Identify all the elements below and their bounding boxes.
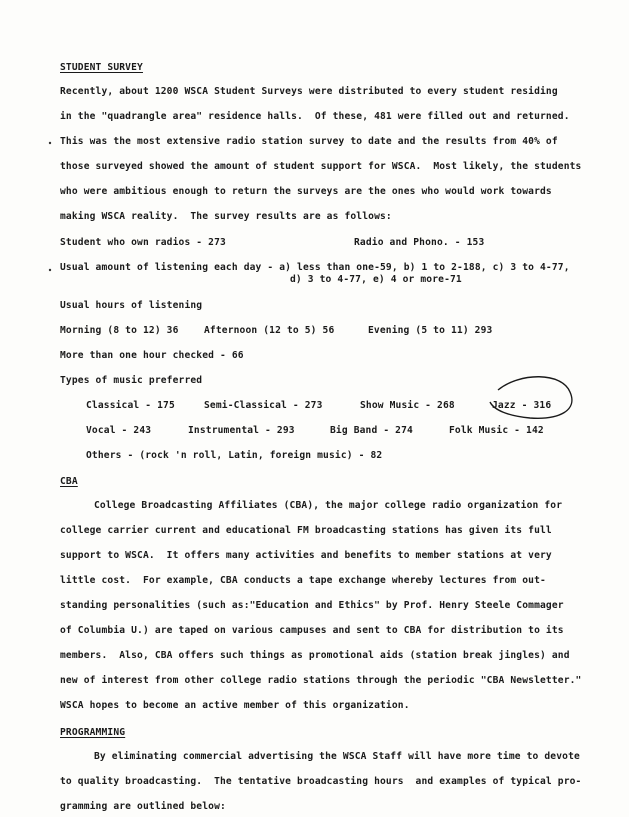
margin-speck <box>49 269 51 271</box>
survey-paragraph-line: who were ambitious enough to return the surveys are the ones who would work towards <box>60 186 552 197</box>
result-radios-owned: Student who own radios - 273 <box>60 237 226 248</box>
music-show: Show Music - 268 <box>360 400 455 411</box>
survey-paragraph-line: Recently, about 1200 WSCA Student Surveys were distributed to every student residing <box>60 86 558 97</box>
cba-paragraph-line: college carrier current and educational FM broadcasting stations has given its full <box>60 525 552 536</box>
music-jazz: Jazz - 316 <box>492 400 552 411</box>
cba-paragraph-line: little cost. For example, CBA conducts a tape exchange whereby lectures from out- <box>60 575 546 586</box>
result-evening: Evening (5 to 11) 293 <box>368 325 493 336</box>
music-instrumental: Instrumental - 293 <box>188 425 295 436</box>
result-radio-and-phono: Radio and Phono. - 153 <box>354 237 485 248</box>
result-listening-amount: Usual amount of listening each day - a) less than one-59, b) 1 to 2-188, c) 3 to 4-77, <box>60 262 570 273</box>
result-afternoon: Afternoon (12 to 5) 56 <box>204 325 335 336</box>
music-classical: Classical - 175 <box>86 400 175 411</box>
cba-paragraph-line: members. Also, CBA offers such things as promotional aids (station break jingles) and <box>60 650 570 661</box>
cba-paragraph-line: new of interest from other college radio stations through the periodic "CBA Newsletter." <box>60 675 582 686</box>
result-listening-amount-cont: d) 3 to 4-77, e) 4 or more-71 <box>290 274 462 285</box>
music-folk: Folk Music - 142 <box>449 425 544 436</box>
cba-paragraph-line: of Columbia U.) are taped on various campuses and sent to CBA for distribution to its <box>60 625 564 636</box>
music-vocal: Vocal - 243 <box>86 425 152 436</box>
survey-paragraph-line: those surveyed showed the amount of student support for WSCA. Most likely, the students <box>60 161 582 172</box>
cba-paragraph-line: College Broadcasting Affiliates (CBA), the major college radio organization for <box>94 500 563 511</box>
cba-paragraph-line: support to WSCA. It offers many activities and benefits to member stations at very <box>60 550 552 561</box>
section-heading-programming: PROGRAMMING <box>60 727 126 738</box>
cba-paragraph-line: standing personalities (such as:"Education and Ethics" by Prof. Henry Steele Commager <box>60 600 564 611</box>
survey-paragraph-line: This was the most extensive radio station survey to date and the results from 40% of <box>60 136 558 147</box>
music-semi-classical: Semi-Classical - 273 <box>204 400 323 411</box>
survey-paragraph-line: making WSCA reality. The survey results are as follows: <box>60 211 392 222</box>
cba-paragraph-line: WSCA hopes to become an active member of this organization. <box>60 700 410 711</box>
section-heading-student-survey: STUDENT SURVEY <box>60 62 143 73</box>
programming-paragraph-line: gramming are outlined below: <box>60 801 226 812</box>
programming-paragraph-line: to quality broadcasting. The tentative broadcasting hours and examples of typical pro- <box>60 776 582 787</box>
result-morning: Morning (8 to 12) 36 <box>60 325 179 336</box>
result-hours-heading: Usual hours of listening <box>60 300 203 311</box>
music-big-band: Big Band - 274 <box>330 425 413 436</box>
music-others: Others - (rock 'n roll, Latin, foreign music) - 82 <box>86 450 383 461</box>
section-heading-cba: CBA <box>60 476 78 487</box>
programming-paragraph-line: By eliminating commercial advertising the WSCA Staff will have more time to devote <box>94 751 580 762</box>
result-types-heading: Types of music preferred <box>60 375 203 386</box>
result-more-than-one-hour: More than one hour checked - 66 <box>60 350 244 361</box>
survey-paragraph-line: in the "quadrangle area" residence halls. Of these, 481 were filled out and returned. <box>60 111 570 122</box>
margin-speck <box>49 142 51 144</box>
